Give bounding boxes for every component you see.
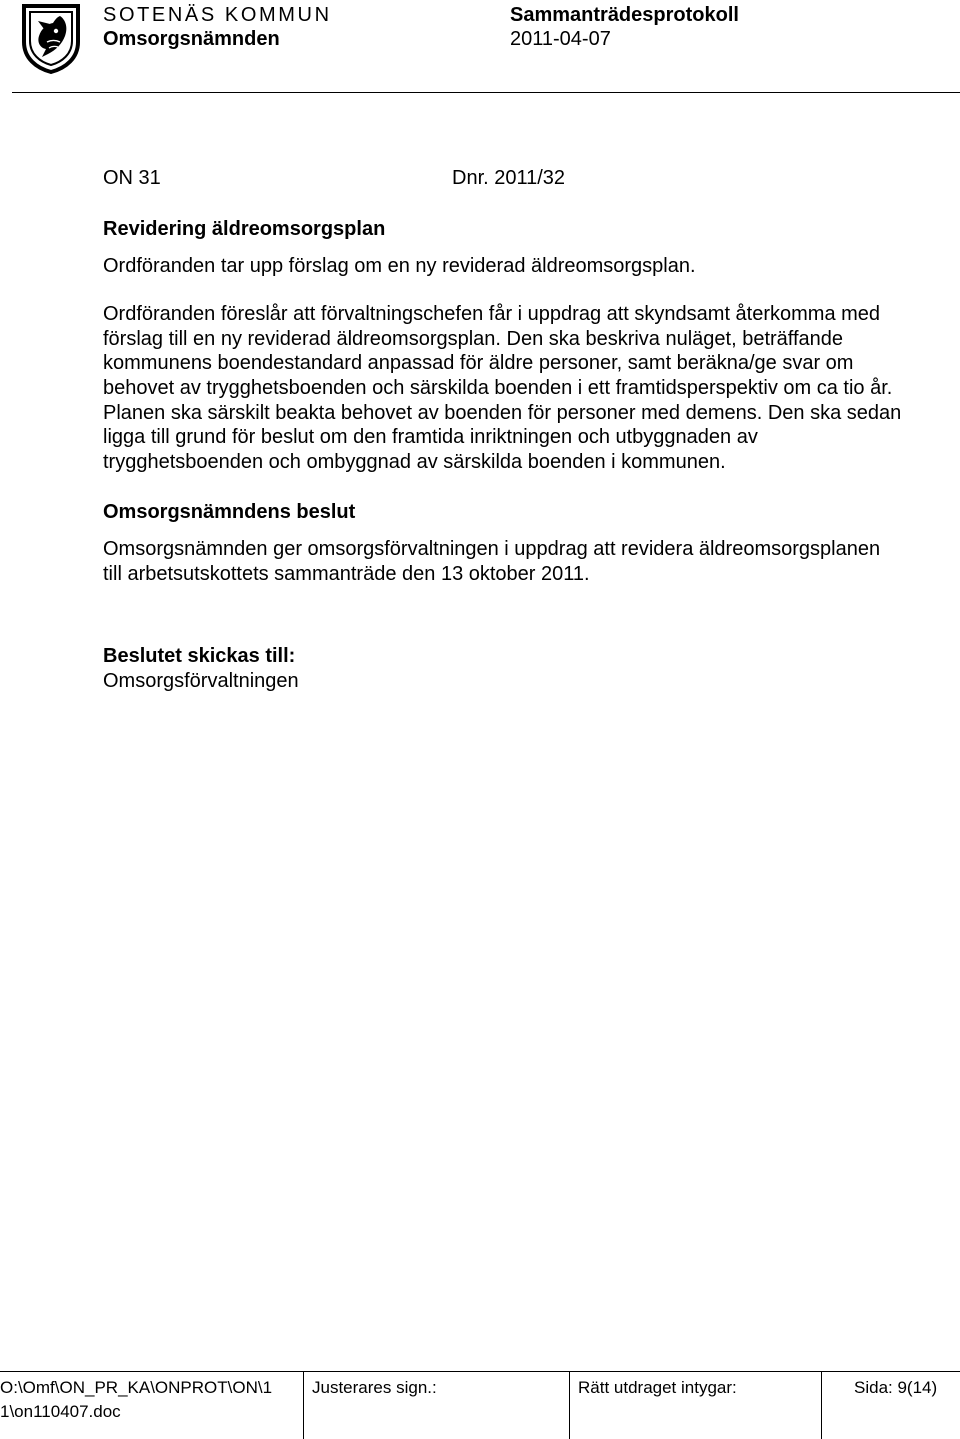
footer xyxy=(0,1371,960,1439)
item-intro: Ordföranden tar upp förslag om en ny reviderad äldreomsorgsplan. xyxy=(103,254,696,277)
item-proposal: Ordföranden föreslår att förvaltningschefen får i uppdrag att skyndsamt återkomma med förslag till en ny reviderad äldreomsorgsplan. Den ska beskriva nuläget, beträffande kommunens boendestandard anpassad för äldre personer, samt beräkna/ge svar om behovet av trygghetsboenden och särskilda boenden i ett framtidsperspektiv om ca tio år. Planen ska särskilt beakta behovet av boenden för personer med demens. Den ska sedan ligga till grund för beslut om den framtida inriktningen och utbyggnaden av trygghetsboenden och ombyggnad av särskilda boenden i kommunen. xyxy=(103,303,902,473)
decision-text: Omsorgsnämnden ger omsorgsförvaltningen i uppdrag att revidera äldreomsorgsplanen till arbetsutskottets sammanträde den 13 oktober 2011. xyxy=(103,537,881,585)
organization-name: SOTENÄS KOMMUN xyxy=(103,4,332,26)
footer-page-number: Sida: 9(14) xyxy=(821,1372,960,1439)
registration-number: Dnr. 2011/32 xyxy=(452,167,566,189)
paragraph-number: ON 31 xyxy=(103,167,161,189)
protocol-body xyxy=(103,166,903,693)
distribution-heading: Beslutet skickas till: xyxy=(103,645,296,668)
distribution-recipient: Omsorgsförvaltningen xyxy=(103,669,299,692)
footer-signature-label: Justerares sign.: xyxy=(303,1372,569,1439)
document-type: Sammanträdesprotokoll xyxy=(510,4,739,26)
committee-name: Omsorgsnämnden xyxy=(103,28,280,50)
footer-file-path: O:\Omf\ON_PR_KA\ONPROT\ON\1 1\on110407.doc xyxy=(0,1378,273,1421)
footer-certified-label: Rätt utdraget intygar: xyxy=(569,1372,821,1439)
item-title: Revidering äldreomsorgsplan xyxy=(103,218,386,240)
decision-heading: Omsorgsnämndens beslut xyxy=(103,501,356,524)
header-divider xyxy=(12,92,960,93)
meeting-date: 2011-04-07 xyxy=(510,28,611,50)
item-reference-row xyxy=(103,166,903,194)
municipal-coat-of-arms-icon xyxy=(20,2,82,74)
